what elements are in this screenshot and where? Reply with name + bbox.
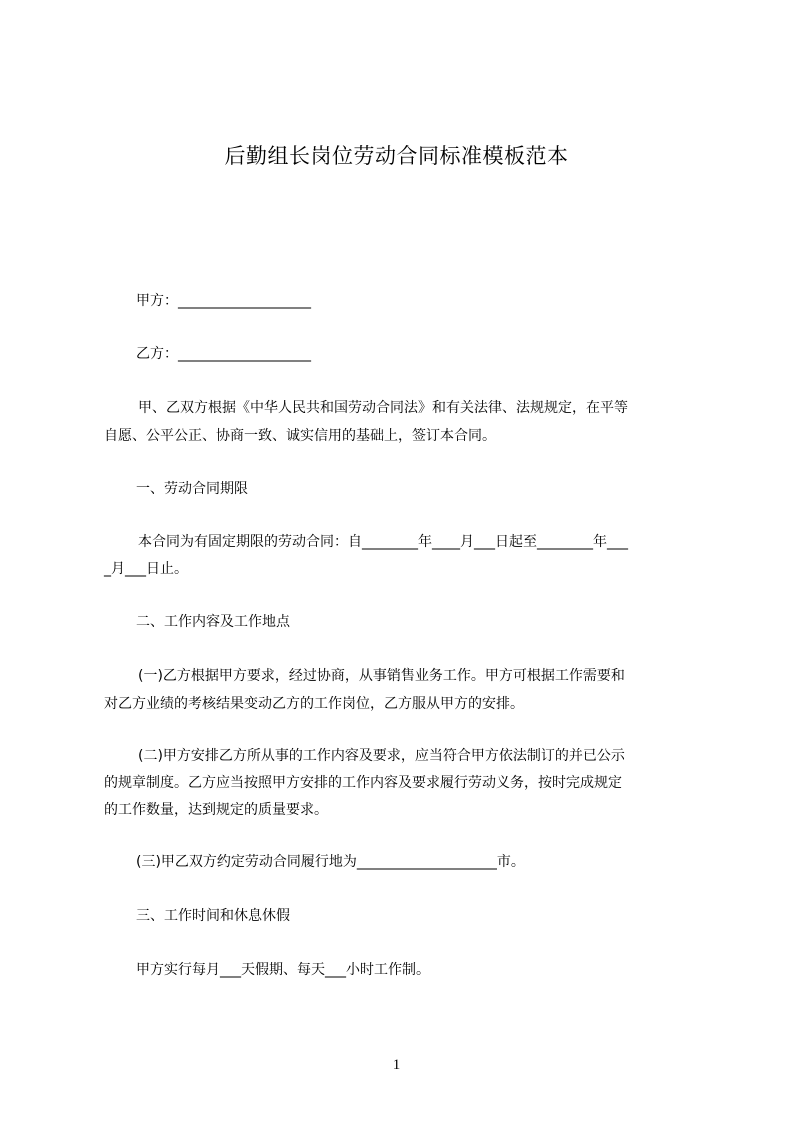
party-b-line: 乙方：___________________ [136,346,311,362]
section-3-line: 甲方实行每月___天假期、每天___小时工作制。 [136,962,430,978]
section-1-heading: 一、劳动合同期限 [136,481,248,497]
preamble-line-2: 自愿、公平公正、协商一致、诚实信用的基础上，签订本合同。 [104,428,496,444]
section-2-item-3: (三)甲乙双方约定劳动合同履行地为____________________市。 [136,854,525,870]
section-2-heading: 二、工作内容及工作地点 [136,614,290,630]
section-2-item-2-line-3: 的工作数量，达到规定的质量要求。 [104,802,328,818]
page-number: 1 [392,1057,401,1073]
document-title: 后勤组长岗位劳动合同标准模板范本 [224,144,569,168]
section-3-heading: 三、工作时间和休息休假 [136,908,290,924]
section-2-item-2-line-2: 的规章制度。乙方应当按照甲方安排的工作内容及要求履行劳动义务，按时完成规定 [104,775,622,791]
party-a-line: 甲方：___________________ [136,293,311,309]
section-2-item-1-line-1: (一)乙方根据甲方要求，经过协商，从事销售业务工作。甲方可根据工作需要和 [138,668,625,684]
section-2-item-1-line-2: 对乙方业绩的考核结果变动乙方的工作岗位，乙方服从甲方的安排。 [104,696,524,712]
preamble-line-1: 甲、乙双方根据《中华人民共和国劳动合同法》和有关法律、法规规定，在平等 [138,400,628,416]
section-1-line-2: _月___日止。 [104,561,188,577]
section-2-item-2-line-1: (二)甲方安排乙方所从事的工作内容及要求，应当符合甲方依法制订的并已公示 [138,748,625,764]
section-1-line-1: 本合同为有固定期限的劳动合同：自________年____月___日起至________年___ [138,534,628,550]
